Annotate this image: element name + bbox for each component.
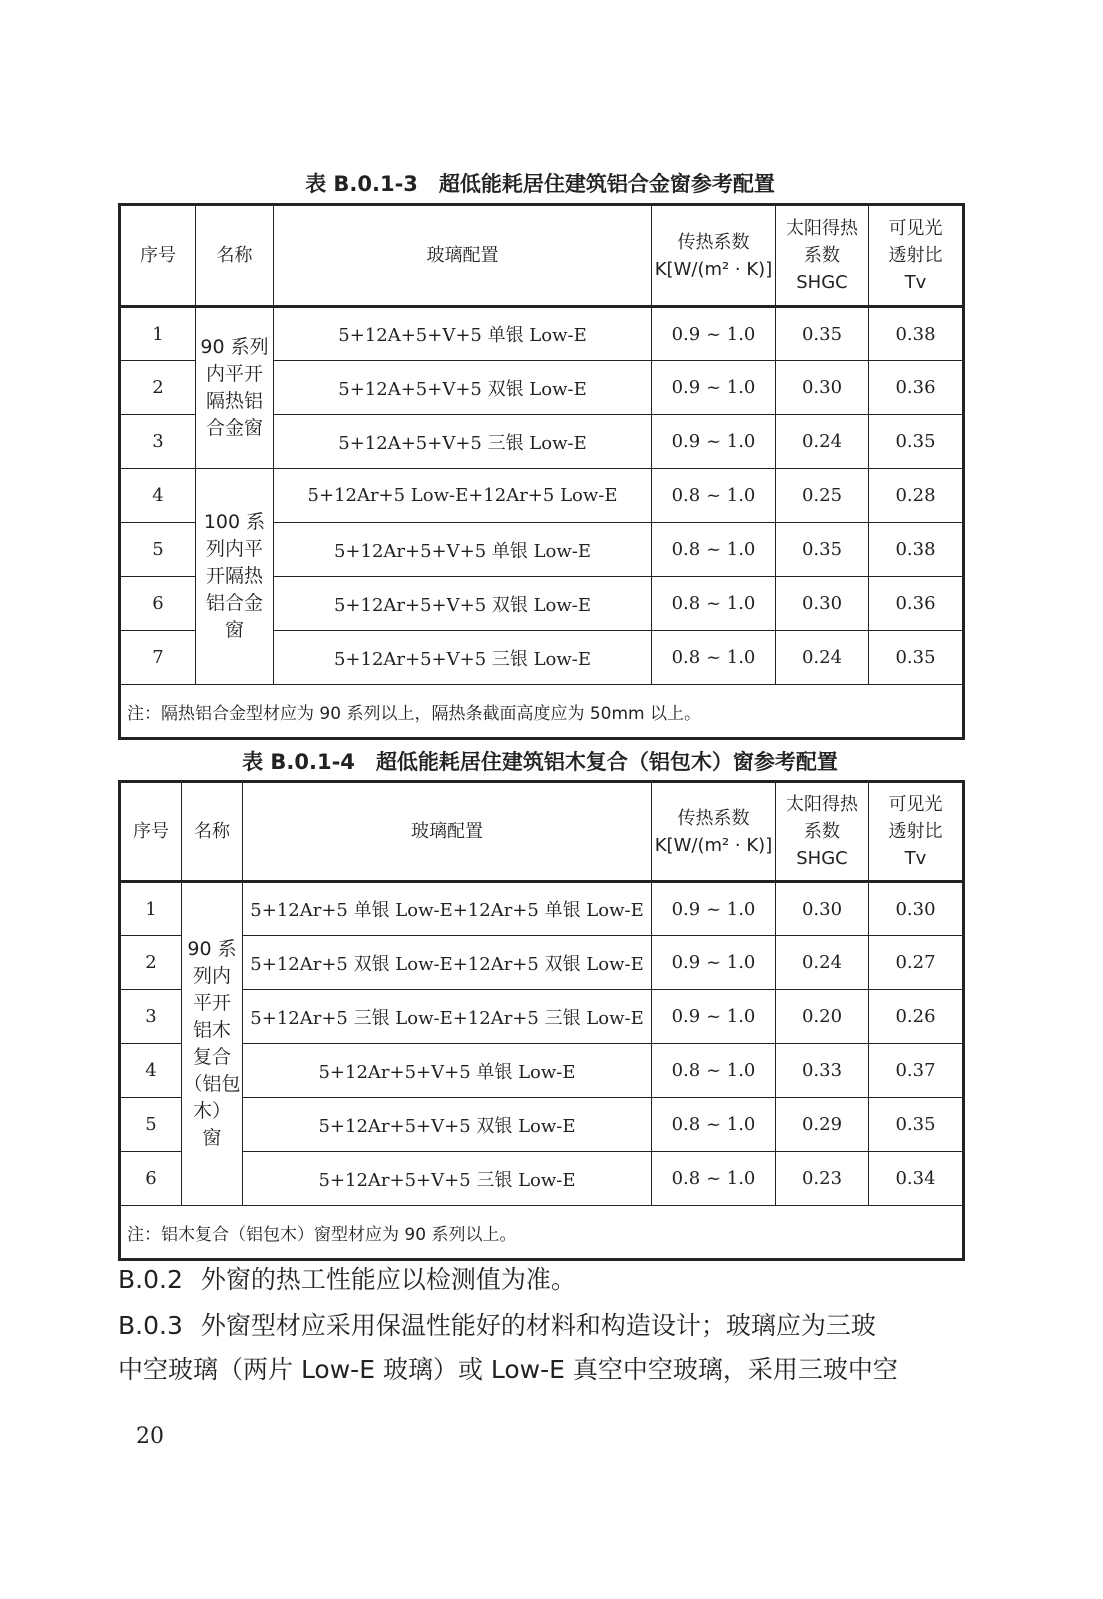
cell-tv: 0.38 <box>869 523 964 577</box>
cell-no: 4 <box>120 1044 182 1098</box>
page-number: 20 <box>136 1424 164 1449</box>
clause-number: B.0.2 <box>118 1265 183 1294</box>
table-row <box>120 307 964 361</box>
cell-glass: 5+12Ar+5 三银 Low-E+12Ar+5 三银 Low-E <box>243 990 652 1044</box>
cell-glass: 5+12Ar+5 双银 Low-E+12Ar+5 双银 Low-E <box>243 936 652 990</box>
cell-glass: 5+12Ar+5+V+5 三银 Low-E <box>243 1152 652 1206</box>
cell-tv: 0.27 <box>869 936 964 990</box>
cell-k: 0.9 ~ 1.0 <box>652 990 776 1044</box>
cell-shgc: 0.29 <box>776 1098 869 1152</box>
clause-b03 <box>118 1304 968 1348</box>
clause-number: B.0.3 <box>118 1311 183 1340</box>
cell-tv: 0.34 <box>869 1152 964 1206</box>
cell-tv: 0.30 <box>869 882 964 936</box>
cell-glass: 5+12Ar+5+V+5 双银 Low-E <box>243 1098 652 1152</box>
cell-tv: 0.35 <box>869 1098 964 1152</box>
cell-shgc: 0.24 <box>776 631 869 685</box>
table-row <box>120 882 964 936</box>
cell-shgc: 0.30 <box>776 577 869 631</box>
cell-shgc: 0.35 <box>776 523 869 577</box>
table-row <box>120 990 964 1044</box>
header-no: 序号 <box>120 782 182 882</box>
cell-tv: 0.35 <box>869 415 964 469</box>
table-row <box>120 1152 964 1206</box>
cell-no: 3 <box>120 415 196 469</box>
cell-shgc: 0.24 <box>776 936 869 990</box>
header-name: 名称 <box>196 205 274 307</box>
cell-glass: 5+12Ar+5+V+5 单银 Low-E <box>274 523 652 577</box>
cell-no: 2 <box>120 361 196 415</box>
header-glass: 玻璃配置 <box>274 205 652 307</box>
table-note: 注：铝木复合（铝包木）窗型材应为 90 系列以上。 <box>120 1206 964 1260</box>
table-note: 注：隔热铝合金型材应为 90 系列以上，隔热条截面高度应为 50mm 以上。 <box>120 685 964 739</box>
aluminum-clad-wood-window-table <box>118 780 965 1261</box>
table-row <box>120 1098 964 1152</box>
clause-text: 外窗型材应采用保温性能好的材料和构造设计；玻璃应为三玻 <box>200 1311 876 1340</box>
table-caption: 表 B.0.1-3 超低能耗居住建筑铝合金窗参考配置 <box>305 172 775 196</box>
cell-glass: 5+12Ar+5+V+5 单银 Low-E <box>243 1044 652 1098</box>
cell-glass: 5+12A+5+V+5 双银 Low-E <box>274 361 652 415</box>
clause-b03-continued: 中空玻璃（两片 Low-E 玻璃）或 Low-E 真空中空玻璃，采用三玻中空 <box>118 1355 898 1384</box>
header-k: 传热系数 K[W/(m² · K)] <box>654 231 773 280</box>
aluminum-window-table <box>118 203 965 740</box>
cell-glass: 5+12A+5+V+5 单银 Low-E <box>274 307 652 361</box>
cell-shgc: 0.25 <box>776 469 869 523</box>
table-row <box>120 469 964 523</box>
cell-tv: 0.36 <box>869 361 964 415</box>
header-shgc: 太阳得热 系数 SHGC <box>786 218 858 293</box>
cell-k: 0.9 ~ 1.0 <box>652 936 776 990</box>
cell-glass: 5+12Ar+5 单银 Low-E+12Ar+5 单银 Low-E <box>243 882 652 936</box>
group-name: 100 系 列内平 开隔热 铝合金 窗 <box>203 511 266 641</box>
cell-shgc: 0.35 <box>776 307 869 361</box>
cell-tv: 0.28 <box>869 469 964 523</box>
cell-k: 0.8 ~ 1.0 <box>652 1152 776 1206</box>
table-header-row <box>120 205 964 307</box>
header-glass: 玻璃配置 <box>243 782 652 882</box>
cell-shgc: 0.30 <box>776 882 869 936</box>
clause-b02 <box>118 1258 968 1302</box>
table-header-row <box>120 782 964 882</box>
table-caption: 表 B.0.1-4 超低能耗居住建筑铝木复合（铝包木）窗参考配置 <box>242 750 838 774</box>
cell-no: 2 <box>120 936 182 990</box>
cell-glass: 5+12A+5+V+5 三银 Low-E <box>274 415 652 469</box>
cell-glass: 5+12Ar+5+V+5 双银 Low-E <box>274 577 652 631</box>
header-k: 传热系数 K[W/(m² · K)] <box>654 807 773 856</box>
header-tv: 可见光 透射比 Tv <box>888 218 943 293</box>
cell-no: 6 <box>120 577 196 631</box>
cell-no: 4 <box>120 469 196 523</box>
table-row <box>120 1044 964 1098</box>
cell-tv: 0.35 <box>869 631 964 685</box>
cell-shgc: 0.23 <box>776 1152 869 1206</box>
cell-k: 0.9 ~ 1.0 <box>652 361 776 415</box>
cell-glass: 5+12Ar+5+V+5 三银 Low-E <box>274 631 652 685</box>
cell-shgc: 0.33 <box>776 1044 869 1098</box>
cell-k: 0.8 ~ 1.0 <box>652 523 776 577</box>
cell-no: 6 <box>120 1152 182 1206</box>
header-name: 名称 <box>182 782 243 882</box>
header-no: 序号 <box>120 205 196 307</box>
cell-shgc: 0.24 <box>776 415 869 469</box>
cell-k: 0.8 ~ 1.0 <box>652 577 776 631</box>
cell-k: 0.8 ~ 1.0 <box>652 631 776 685</box>
cell-tv: 0.26 <box>869 990 964 1044</box>
header-shgc: 太阳得热 系数 SHGC <box>786 794 858 869</box>
cell-k: 0.9 ~ 1.0 <box>652 882 776 936</box>
table-note-row <box>120 685 964 739</box>
cell-k: 0.8 ~ 1.0 <box>652 1044 776 1098</box>
clause-text: 外窗的热工性能应以检测值为准。 <box>200 1265 576 1294</box>
cell-no: 1 <box>120 307 196 361</box>
table-row <box>120 936 964 990</box>
cell-no: 3 <box>120 990 182 1044</box>
cell-tv: 0.38 <box>869 307 964 361</box>
group-name: 90 系 列内 平开 铝木 复合 （铝包 木） 窗 <box>183 938 241 1149</box>
cell-no: 7 <box>120 631 196 685</box>
cell-k: 0.8 ~ 1.0 <box>652 469 776 523</box>
cell-glass: 5+12Ar+5 Low-E+12Ar+5 Low-E <box>274 469 652 523</box>
cell-tv: 0.37 <box>869 1044 964 1098</box>
cell-no: 5 <box>120 523 196 577</box>
group-name: 90 系列 内平开 隔热铝 合金窗 <box>200 336 269 439</box>
cell-shgc: 0.30 <box>776 361 869 415</box>
cell-no: 5 <box>120 1098 182 1152</box>
cell-k: 0.8 ~ 1.0 <box>652 1098 776 1152</box>
cell-k: 0.9 ~ 1.0 <box>652 307 776 361</box>
header-tv: 可见光 透射比 Tv <box>888 794 943 869</box>
cell-tv: 0.36 <box>869 577 964 631</box>
cell-k: 0.9 ~ 1.0 <box>652 415 776 469</box>
cell-shgc: 0.20 <box>776 990 869 1044</box>
cell-no: 1 <box>120 882 182 936</box>
table-note-row <box>120 1206 964 1260</box>
